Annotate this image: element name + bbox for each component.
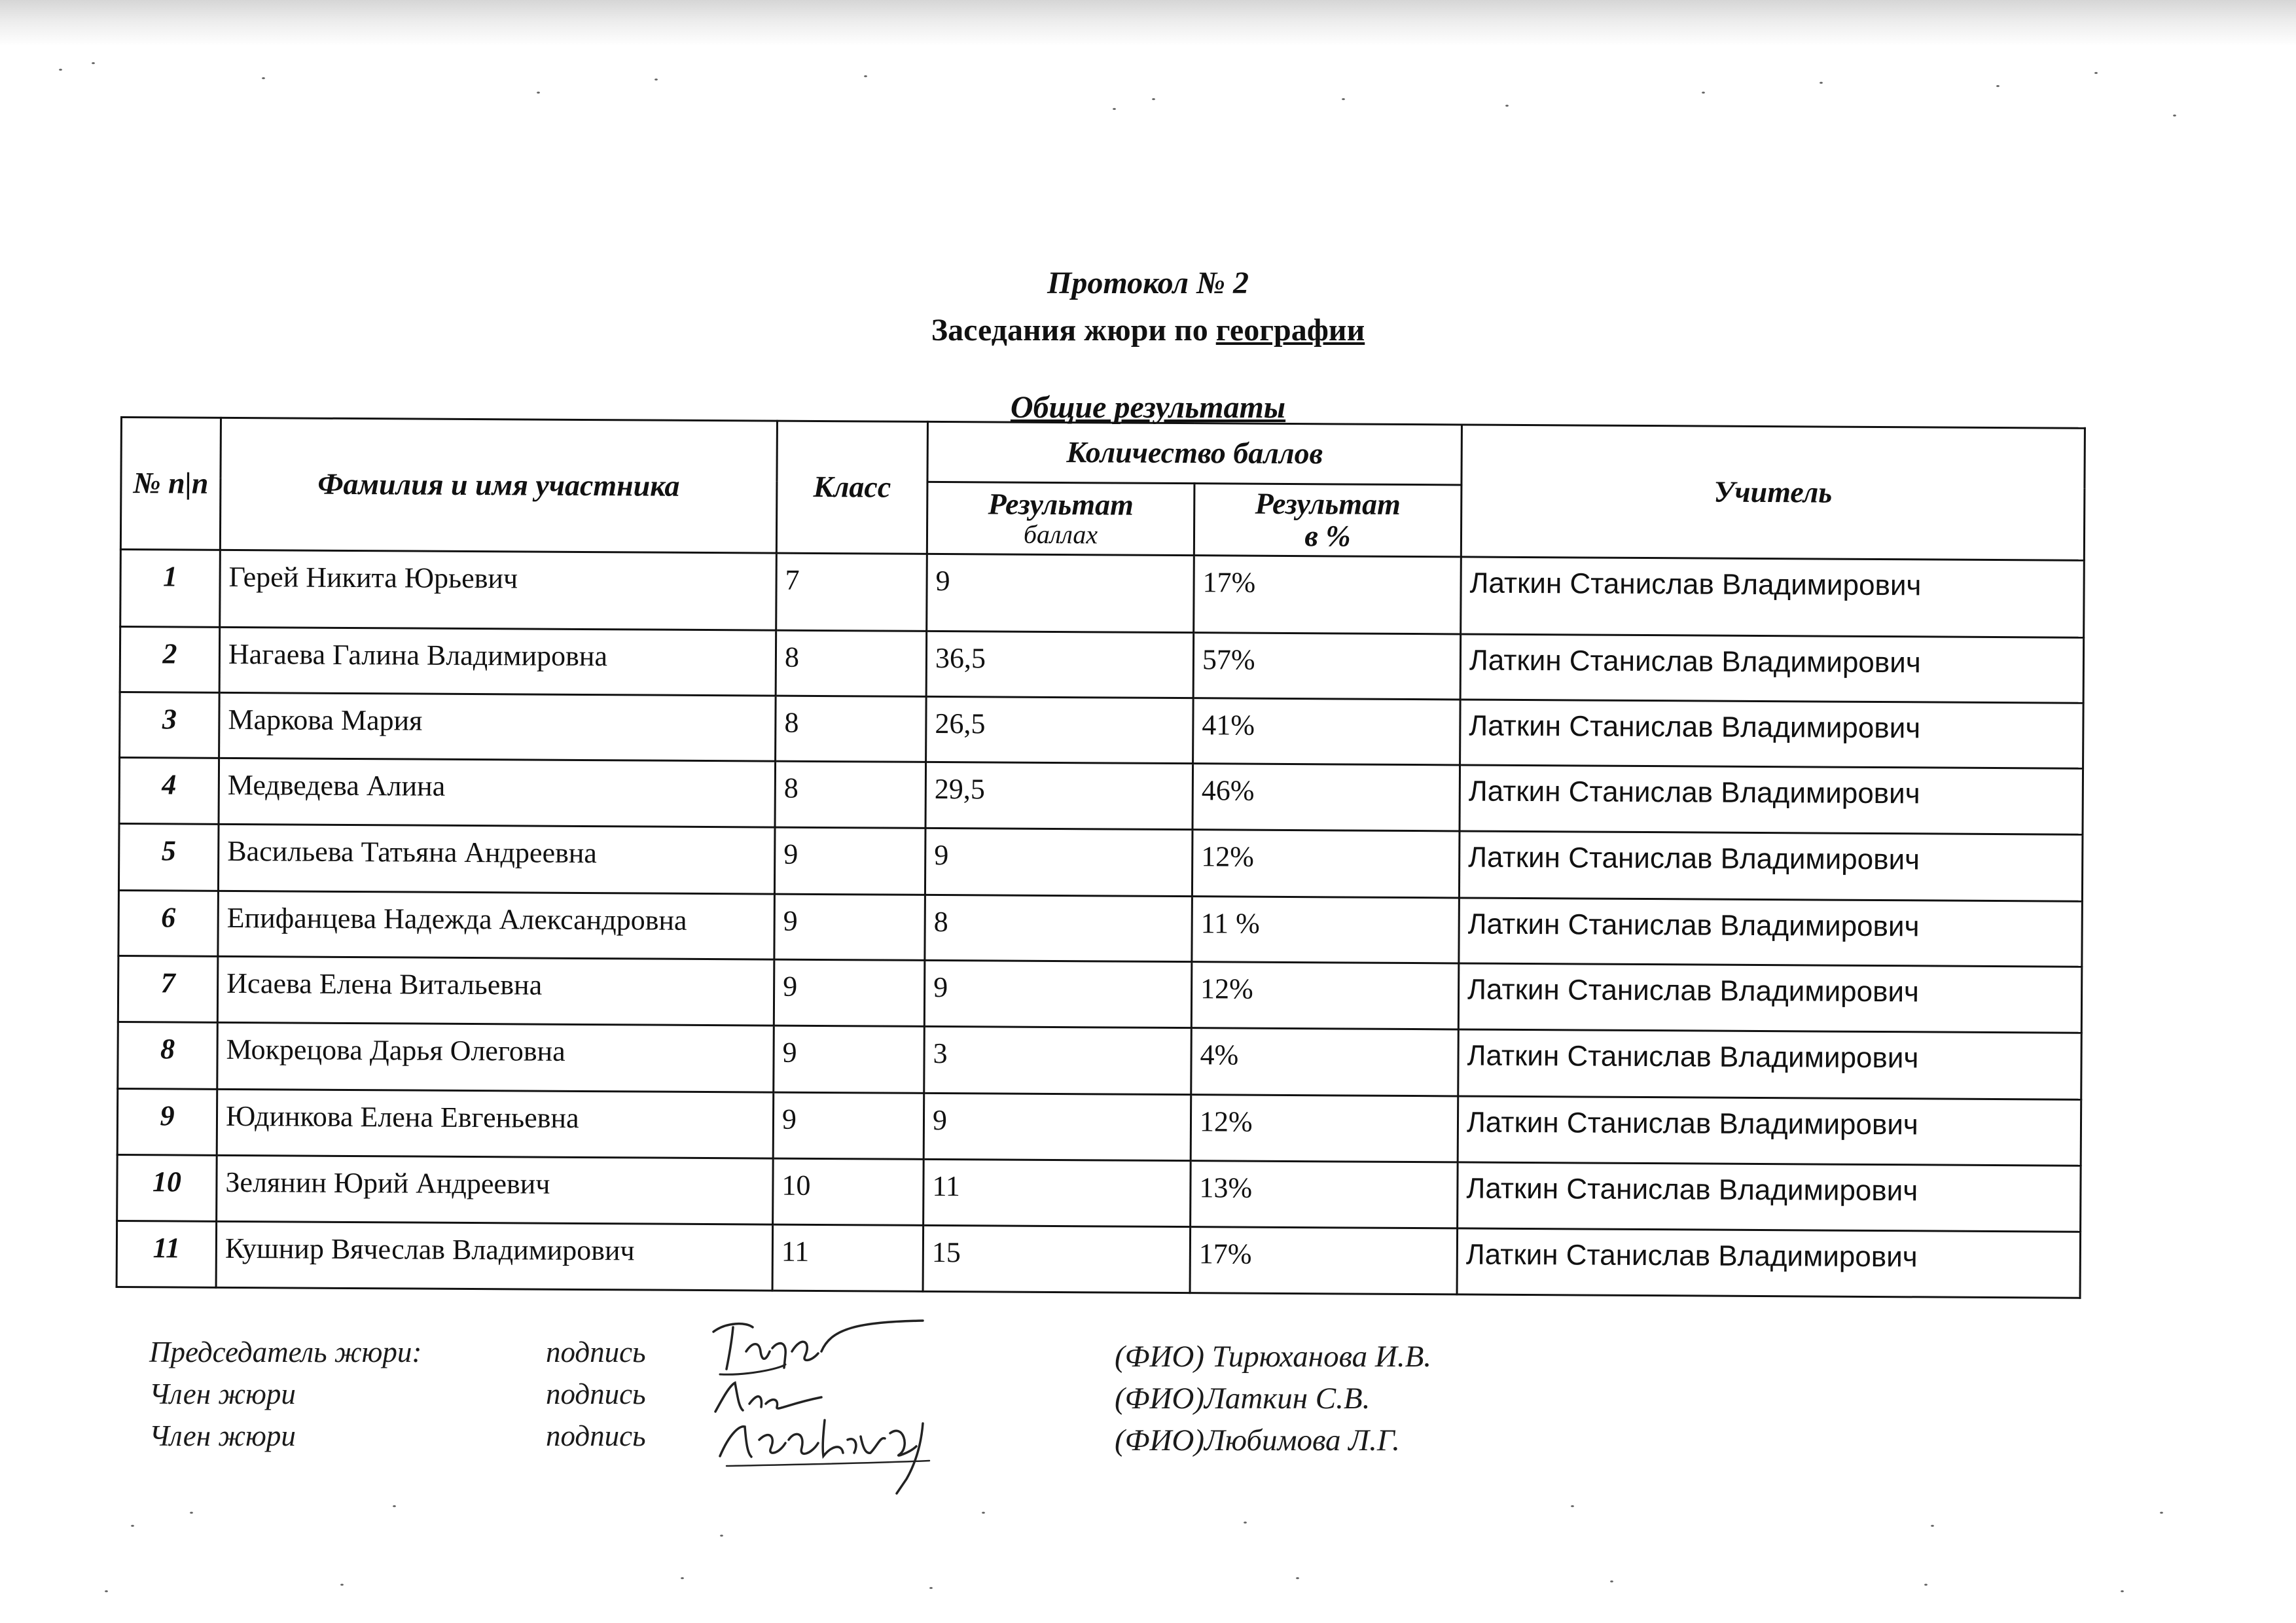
- cell-points: 9: [924, 1093, 1191, 1160]
- scan-speck: [131, 1525, 134, 1527]
- cell-teacher: Латкин Станислав Владимирович: [1460, 765, 2083, 834]
- cell-name: Герей Никита Юрьевич: [220, 550, 777, 630]
- table-row: [117, 1154, 2081, 1232]
- cell-teacher: Латкин Станислав Владимирович: [1459, 898, 2083, 967]
- protocol-title: Протокол № 2: [1047, 266, 1249, 300]
- cell-percent: 12%: [1191, 1095, 1458, 1162]
- cell-name: Маркова Мария: [219, 692, 776, 761]
- cell-name: Епифанцева Надежда Александровна: [218, 891, 775, 959]
- signature-role-member2: Член жюри: [149, 1419, 296, 1452]
- scan-speck: [1571, 1505, 1574, 1507]
- cell-num: 8: [118, 1022, 218, 1089]
- table-row: [118, 823, 2083, 901]
- scan-speck: [1296, 1577, 1299, 1579]
- subtitle-prefix: Заседания жюри по: [931, 313, 1208, 348]
- scan-speck: [655, 79, 658, 80]
- handwritten-signature-member2: [713, 1407, 995, 1499]
- cell-points: 29,5: [925, 762, 1193, 829]
- cell-teacher: Латкин Станислав Владимирович: [1461, 557, 2085, 637]
- header-num: № п|п: [120, 418, 221, 550]
- cell-name: Васильева Татьяна Андреевна: [218, 824, 775, 894]
- scan-speck: [681, 1577, 684, 1579]
- header-teacher: Учитель: [1461, 425, 2085, 560]
- signature-fio-member2: (ФИО)Любимова Л.Г.: [1115, 1423, 1400, 1457]
- scan-speck: [2121, 1590, 2124, 1592]
- cell-points: 3: [924, 1026, 1192, 1094]
- signature-word-member1: подпись: [546, 1378, 646, 1410]
- results-table: [116, 416, 2086, 1299]
- scan-speck: [1996, 85, 2000, 87]
- cell-num: 4: [119, 758, 219, 825]
- handwritten-signature-chair: [707, 1315, 929, 1381]
- scan-speck: [1820, 82, 1823, 84]
- cell-points: 8: [925, 895, 1193, 961]
- cell-num: 10: [117, 1154, 217, 1221]
- cell-teacher: Латкин Станислав Владимирович: [1459, 831, 2083, 901]
- header-score-percent-line1: Результат: [1255, 486, 1401, 522]
- cell-teacher: Латкин Станислав Владимирович: [1458, 1096, 2081, 1166]
- scan-speck: [1113, 108, 1116, 110]
- scan-speck: [864, 75, 867, 77]
- cell-class: 9: [774, 827, 925, 895]
- scan-speck: [1244, 1522, 1247, 1524]
- cell-num: 5: [118, 823, 219, 891]
- cell-name: Зелянин Юрий Андреевич: [217, 1155, 774, 1224]
- table-row: [118, 955, 2082, 1033]
- scan-speck: [1702, 92, 1705, 94]
- cell-class: 8: [775, 761, 926, 828]
- cell-points: 36,5: [926, 631, 1194, 698]
- scan-speck: [2160, 1512, 2163, 1514]
- scan-speck: [720, 1535, 723, 1537]
- scan-speck: [340, 1584, 344, 1586]
- header-class: Класс: [776, 421, 927, 554]
- cell-num: 7: [118, 955, 218, 1022]
- table-row: [120, 550, 2085, 638]
- cell-points: 9: [924, 960, 1192, 1027]
- cell-num: 6: [118, 890, 219, 956]
- table-row: [120, 692, 2084, 769]
- protocol-subtitle: [0, 312, 2296, 348]
- scan-speck: [1342, 98, 1345, 100]
- cell-class: 8: [776, 696, 927, 762]
- cell-percent: 12%: [1192, 830, 1460, 898]
- table-row: [119, 758, 2083, 835]
- scan-speck: [262, 77, 265, 79]
- cell-num: 3: [120, 692, 220, 758]
- cell-name: Юдинкова Елена Евгеньевна: [217, 1089, 774, 1158]
- cell-name: Мокрецова Дарья Олеговна: [217, 1022, 774, 1092]
- cell-class: 9: [773, 1092, 924, 1159]
- header-score-points-line2: баллах: [1023, 519, 1098, 549]
- cell-num: 11: [117, 1221, 217, 1287]
- signature-role-chair: Председатель жюри:: [149, 1336, 422, 1368]
- header-name: Фамилия и имя участника: [220, 418, 777, 553]
- cell-teacher: Латкин Станислав Владимирович: [1458, 1029, 2082, 1099]
- cell-percent: 17%: [1194, 556, 1462, 634]
- cell-name: Медведева Алина: [219, 758, 776, 827]
- cell-points: 9: [925, 828, 1193, 896]
- cell-class: 9: [774, 959, 925, 1026]
- scan-speck: [929, 1587, 933, 1589]
- cell-teacher: Латкин Станислав Владимирович: [1460, 700, 2084, 768]
- cell-name: Кушнир Вячеслав Владимирович: [216, 1221, 773, 1291]
- signature-role-member1: Член жюри: [149, 1378, 296, 1410]
- cell-teacher: Латкин Станислав Владимирович: [1457, 1228, 2081, 1298]
- cell-points: 26,5: [926, 696, 1194, 763]
- table-row: [118, 890, 2083, 967]
- scan-speck: [59, 69, 62, 71]
- table-row: [117, 1088, 2081, 1166]
- header-score-points: [927, 482, 1194, 555]
- scan-speck: [2094, 72, 2098, 74]
- scan-speck: [1152, 98, 1155, 100]
- signature-fio-chair: (ФИО) Тирюханова И.В.: [1115, 1340, 1432, 1374]
- cell-class: 10: [773, 1158, 924, 1225]
- cell-num: 2: [120, 627, 220, 693]
- cell-teacher: Латкин Станислав Владимирович: [1458, 1162, 2081, 1232]
- table-row: [117, 1221, 2081, 1298]
- cell-percent: 57%: [1193, 633, 1461, 700]
- cell-percent: 13%: [1191, 1161, 1458, 1228]
- cell-class: 11: [772, 1224, 924, 1291]
- table-row: [118, 1022, 2082, 1099]
- header-score-group: Количество баллов: [927, 421, 1462, 485]
- subject-name: географии: [1215, 313, 1365, 348]
- scan-speck: [537, 92, 540, 94]
- scan-speck: [1924, 1584, 1928, 1586]
- scan-speck: [190, 1512, 193, 1514]
- cell-class: 7: [776, 553, 927, 631]
- signature-fio-member1: (ФИО)Латкин С.В.: [1115, 1382, 1371, 1416]
- header-score-percent-line2: в %: [1304, 518, 1351, 553]
- cell-percent: 12%: [1191, 962, 1459, 1029]
- cell-teacher: Латкин Станислав Владимирович: [1458, 963, 2082, 1033]
- signature-word-chair: подпись: [546, 1336, 646, 1368]
- scan-speck: [105, 1590, 108, 1592]
- cell-percent: 46%: [1193, 764, 1460, 831]
- scan-shadow: [0, 0, 2296, 46]
- cell-name: Нагаева Галина Владимировна: [219, 627, 776, 696]
- signature-word-member2: подпись: [546, 1419, 646, 1452]
- cell-percent: 11 %: [1192, 897, 1460, 963]
- cell-percent: 17%: [1190, 1227, 1458, 1294]
- cell-points: 11: [924, 1159, 1191, 1226]
- scan-speck: [92, 62, 95, 64]
- cell-class: 9: [774, 1026, 925, 1093]
- cell-name: Исаева Елена Витальевна: [217, 956, 774, 1026]
- cell-num: 9: [117, 1088, 217, 1155]
- section-title: Общие результаты: [1010, 390, 1286, 425]
- cell-class: 9: [774, 894, 925, 960]
- cell-percent: 41%: [1193, 698, 1461, 765]
- table-row: [120, 627, 2084, 704]
- cell-points: 9: [927, 554, 1194, 632]
- cell-class: 8: [776, 630, 927, 696]
- cell-percent: 4%: [1191, 1028, 1459, 1096]
- cell-num: 1: [120, 550, 221, 628]
- header-score-points-line1: Результат: [988, 487, 1134, 522]
- cell-points: 15: [923, 1225, 1191, 1293]
- scan-speck: [2173, 115, 2176, 116]
- scan-speck: [1610, 1580, 1613, 1582]
- header-score-percent: [1194, 484, 1462, 557]
- scan-speck: [982, 1512, 985, 1514]
- cell-teacher: Латкин Станислав Владимирович: [1460, 634, 2084, 703]
- scan-speck: [1505, 105, 1509, 107]
- scan-speck: [1931, 1525, 1934, 1527]
- scan-speck: [393, 1505, 396, 1507]
